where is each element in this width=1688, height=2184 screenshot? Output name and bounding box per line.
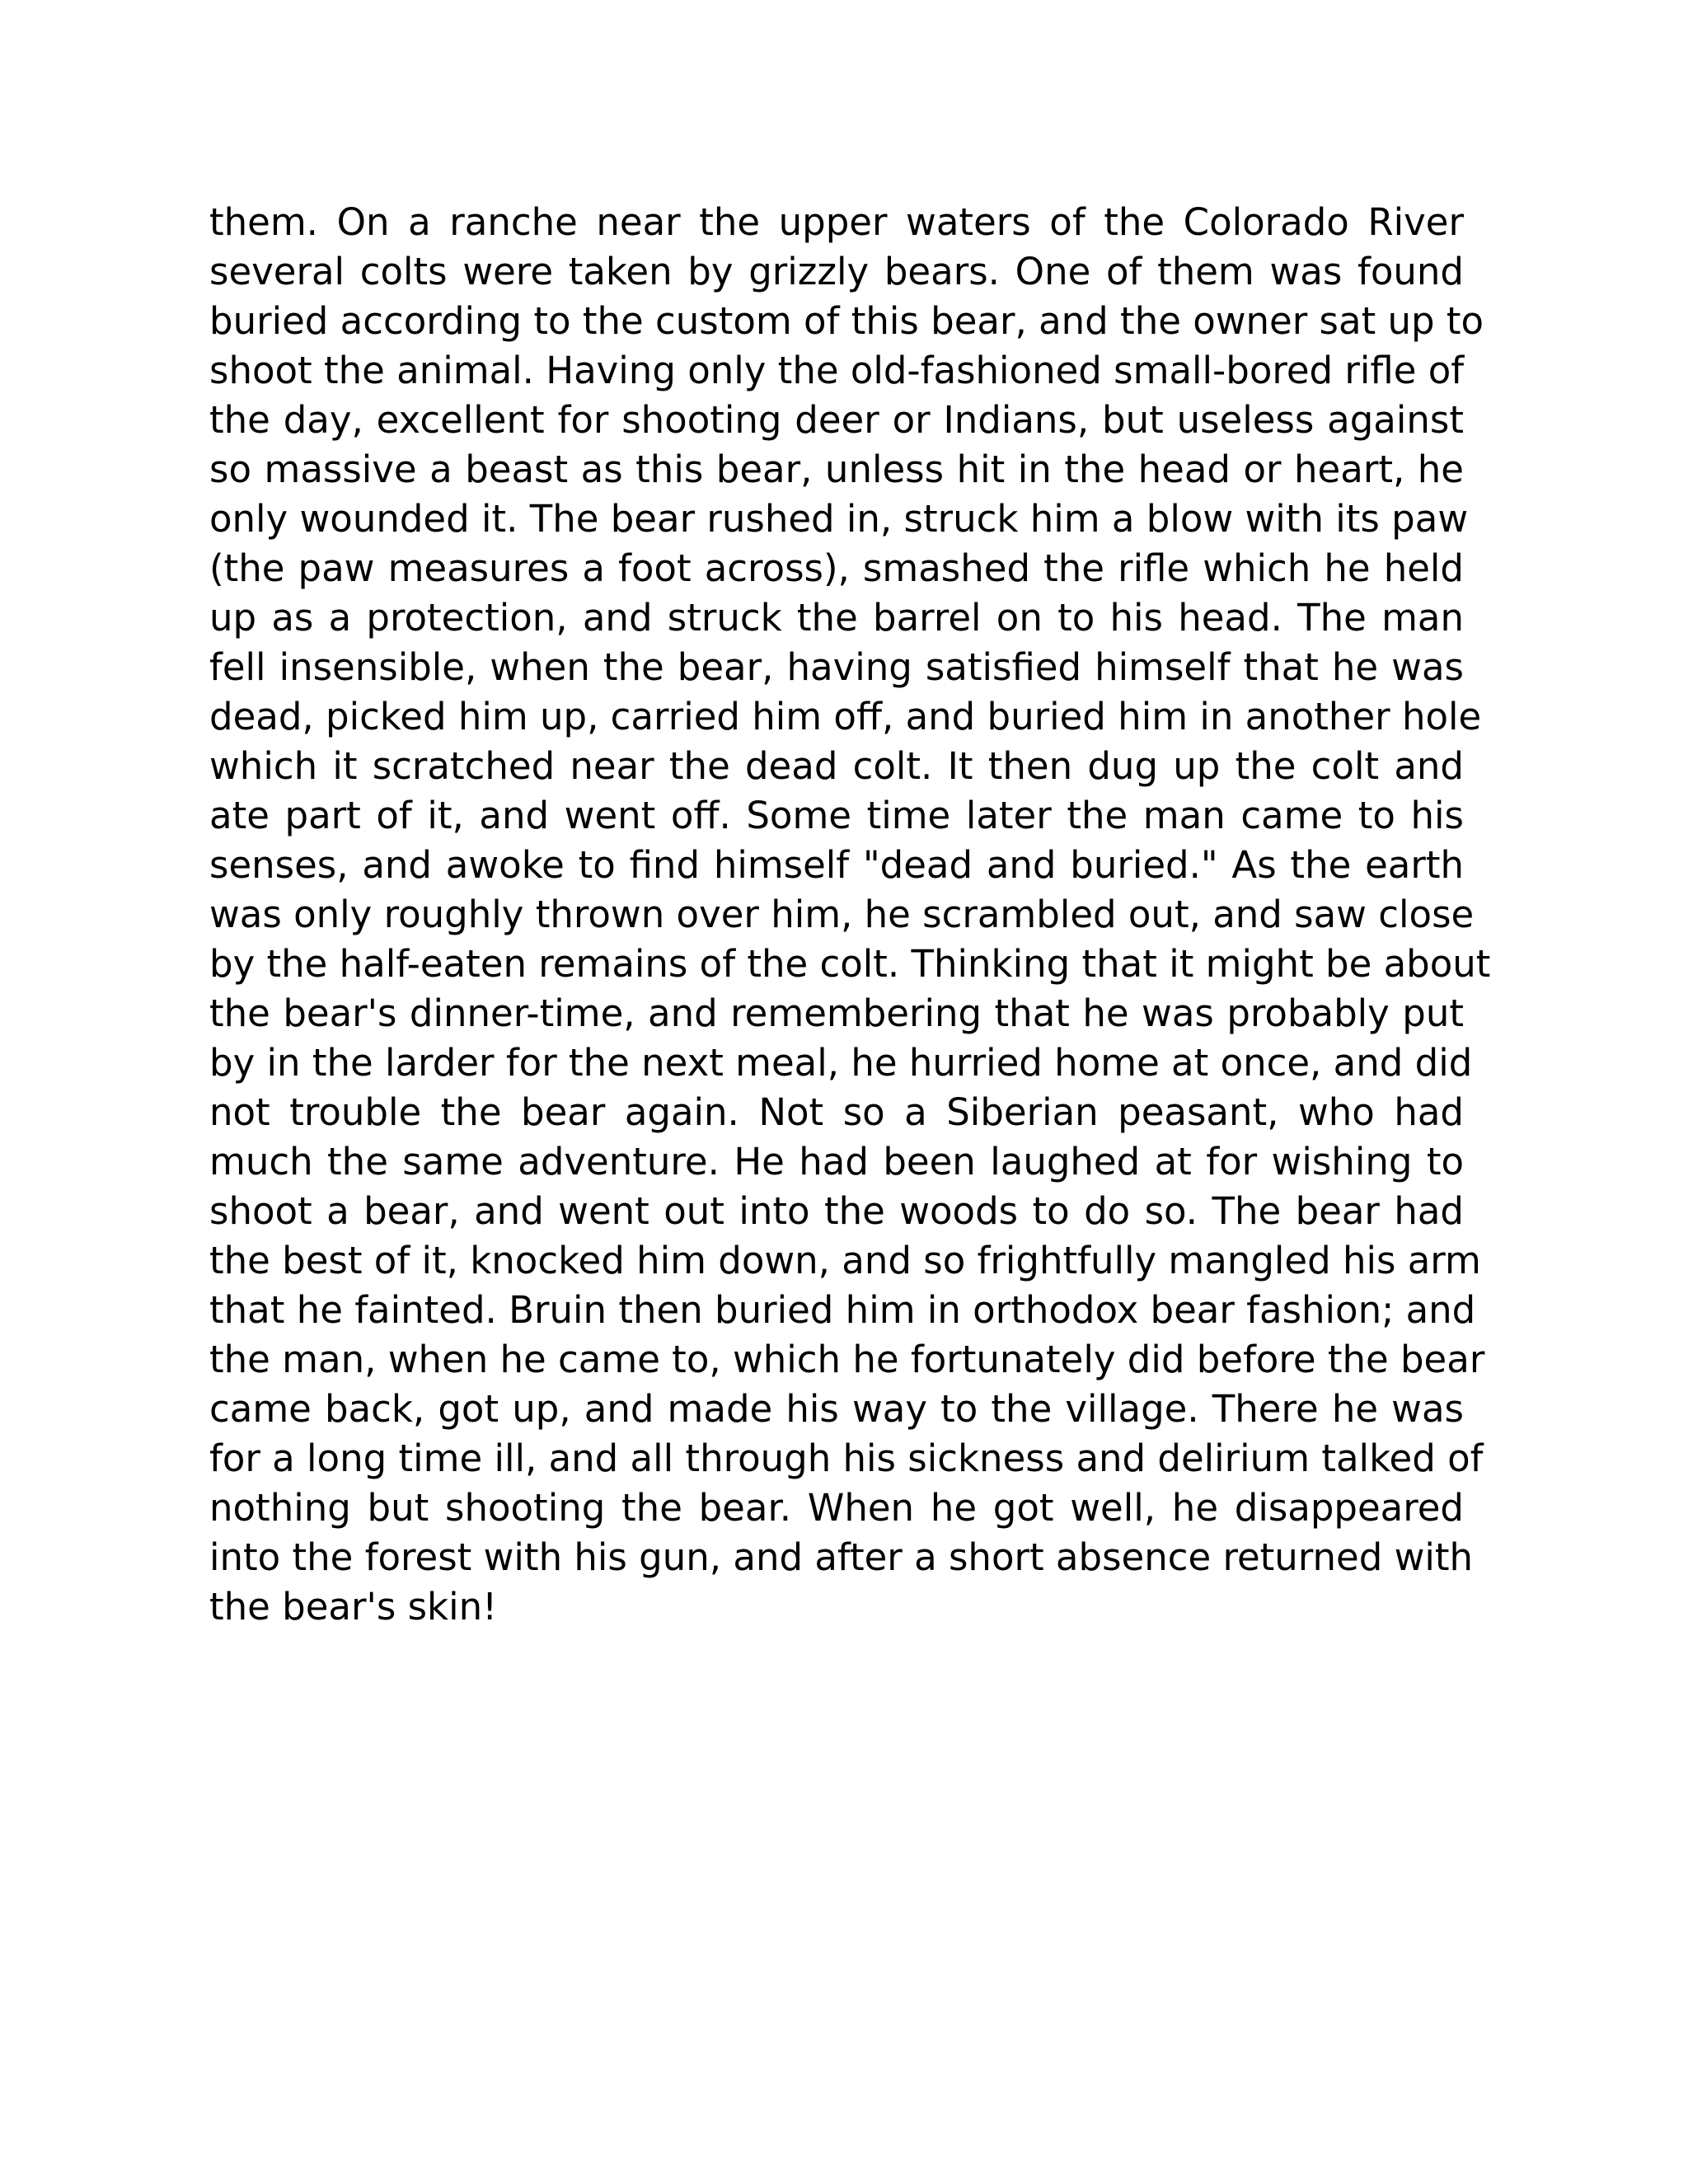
- text-line: the day, excellent for shooting deer or Indians, but useless against: [209, 398, 1464, 442]
- text-line: nothing but shooting the bear. When he got well, he disappeared: [209, 1486, 1464, 1530]
- text-line: ate part of it, and went off. Some time later the man came to his: [209, 794, 1464, 837]
- text-line: by the half-eaten remains of the colt. Thinking that it might be about: [209, 942, 1491, 986]
- text-line: by in the larder for the next meal, he hurried home at once, and did: [209, 1041, 1473, 1085]
- text-line: was only roughly thrown over him, he scrambled out, and saw close: [209, 893, 1475, 936]
- text-line: buried according to the custom of this bear, and the owner sat up to: [209, 299, 1484, 343]
- text-line: shoot the animal. Having only the old-fashioned small-bored rifle of: [209, 349, 1465, 392]
- text-line: the bear's dinner-time, and remembering that he was probably put: [209, 991, 1464, 1035]
- text-line: dead, picked him up, carried him off, and buried him in another hole: [209, 695, 1482, 738]
- text-line: senses, and awoke to find himself "dead and buried." As the earth: [209, 843, 1464, 887]
- text-line: which it scratched near the dead colt. It then dug up the colt and: [209, 744, 1464, 788]
- text-line: the man, when he came to, which he fortunately did before the bear: [209, 1338, 1485, 1381]
- text-line: so massive a beast as this bear, unless hit in the head or heart, he: [209, 448, 1464, 491]
- body-text: [209, 198, 1491, 1632]
- text-line: came back, got up, and made his way to the village. There he was: [209, 1387, 1464, 1431]
- text-line: fell insensible, when the bear, having satisfied himself that he was: [209, 645, 1464, 689]
- text-line: much the same adventure. He had been laughed at for wishing to: [209, 1140, 1464, 1183]
- text-line: shoot a bear, and went out into the woods to do so. The bear had: [209, 1189, 1464, 1233]
- text-line: several colts were taken by grizzly bears. One of them was found: [209, 250, 1464, 293]
- text-line: (the paw measures a foot across), smashed the rifle which he held: [209, 546, 1464, 590]
- text-line: that he fainted. Bruin then buried him in orthodox bear fashion; and: [209, 1288, 1476, 1332]
- text-line: them. On a ranche near the upper waters of the Colorado River: [209, 200, 1464, 244]
- text-line: the best of it, knocked him down, and so frightfully mangled his arm: [209, 1239, 1481, 1282]
- text-line: only wounded it. The bear rushed in, struck him a blow with its paw: [209, 497, 1469, 541]
- text-line: into the forest with his gun, and after a short absence returned with: [209, 1535, 1474, 1579]
- text-line: not trouble the bear again. Not so a Siberian peasant, who had: [209, 1090, 1464, 1134]
- text-line: for a long time ill, and all through his sickness and delirium talked of: [209, 1436, 1484, 1480]
- text-line: up as a protection, and struck the barrel on to his head. The man: [209, 596, 1464, 640]
- text-line: the bear's skin!: [209, 1585, 498, 1629]
